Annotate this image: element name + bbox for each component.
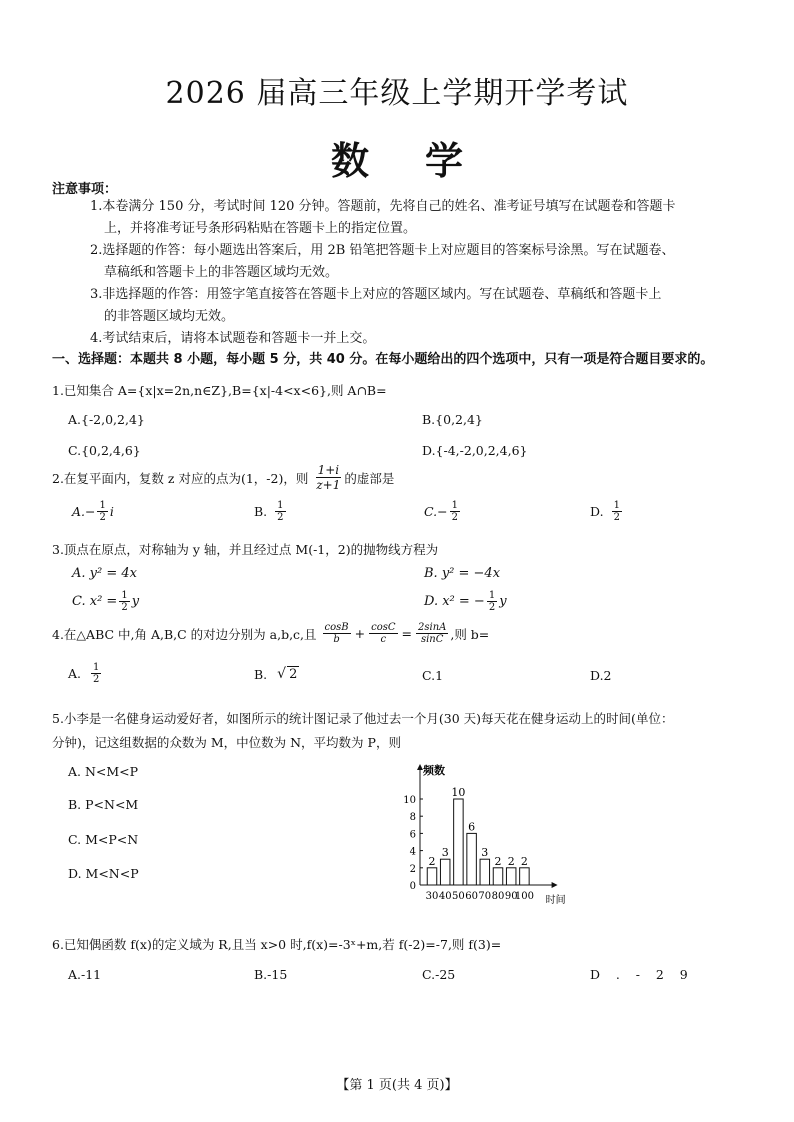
q2-b-label: B. <box>254 504 268 519</box>
notice-item-4: 4.考试结束后，请将本试题卷和答题卡一并上交。 <box>90 331 376 346</box>
exam-title: 2026 届高三年级上学期开学考试 <box>165 76 629 111</box>
q4-a-frac <box>91 662 101 685</box>
q4-option-b <box>254 666 299 682</box>
q2-a-suffix: i <box>109 504 114 519</box>
q1-option-d: D.{-4,-2,0,2,4,6} <box>422 443 528 458</box>
q2-fraction-den: z+1 <box>316 478 341 492</box>
y-tick-label: 10 <box>403 795 416 806</box>
q2-b-frac <box>275 500 285 523</box>
section-heading: 一、选择题：本题共 8 小题，每小题 5 分，共 40 分。在每小题给出的四个选项中，只有一项是符合题目要求的。 <box>52 352 714 367</box>
notice-item-1-line-2: 上，并将准考证号条形码粘贴在答题卡上的指定位置。 <box>104 221 417 236</box>
q2-c-frac <box>450 500 460 523</box>
q2-a-frac-num: 1 <box>99 500 106 511</box>
q4-stem-pre: 4.在△ABC 中,角 A,B,C 的对边分别为 a,b,c,且 <box>52 626 317 642</box>
q4-frac-2 <box>369 622 397 645</box>
y-axis-label: 频数 <box>423 764 445 777</box>
q2-c-frac-num: 1 <box>451 500 458 511</box>
q1-option-b: B.{0,2,4} <box>422 412 483 427</box>
q2-a-label: A.− <box>72 504 96 519</box>
bar-data-label: 3 <box>441 846 449 860</box>
x-tick-label: 60 <box>465 891 478 902</box>
q3-d-post: y <box>499 594 507 609</box>
notice-item-3-line-1: 3.非选择题的作答：用签字笔直接答在答题卡上对应的答题区域内。写在试题卷、草稿纸和答题卡上 <box>90 287 662 302</box>
bar <box>454 799 464 885</box>
x-tick-label: 100 <box>514 891 534 902</box>
q2-b-frac-num: 1 <box>277 500 284 511</box>
q5-option-c: C. M<P<N <box>68 832 139 847</box>
q2-d-label: D. <box>590 504 604 519</box>
q2-option-c <box>424 500 462 523</box>
question-4-stem <box>52 622 489 645</box>
q2-d-frac <box>612 500 622 523</box>
q3-d-frac <box>487 590 497 613</box>
x-tick-label: 40 <box>438 891 452 902</box>
x-tick-label: 90 <box>504 891 518 902</box>
q4-b-label: B. <box>254 666 268 682</box>
bar-data-label: 10 <box>451 786 466 799</box>
q2-fraction <box>314 463 342 492</box>
x-tick-label: 80 <box>491 891 505 902</box>
bar-data-label: 2 <box>520 854 528 868</box>
page-footer: 【第 1 页(共 4 页)】 <box>336 1078 458 1093</box>
question-6-stem: 6.已知偶函数 f(x)的定义域为 R,且当 x>0 时,f(x)=-3ˣ+m,若 f(-2)=-7,则 f(3)= <box>52 937 502 952</box>
x-tick-label: 50 <box>452 891 465 902</box>
q2-c-label: C.− <box>424 504 448 519</box>
q2-d-frac-den: 2 <box>613 512 620 523</box>
bar <box>467 833 477 885</box>
q5-option-b: B. P<N<M <box>68 797 139 812</box>
q2-c-frac-den: 2 <box>451 512 458 523</box>
x-axis-label: 时间 <box>545 895 566 906</box>
sqrt-icon: √ <box>277 666 287 682</box>
bar <box>520 868 530 885</box>
bar-data-label: 2 <box>428 854 436 868</box>
notice-item-2-line-1: 2.选择题的作答：每小题选出答案后，用 2B 铅笔把答题卡上对应题目的答案标号涂黑。写在试题卷、 <box>90 243 675 258</box>
q5-option-d: D. M<N<P <box>68 866 139 881</box>
q6-option-c: C.-25 <box>422 967 456 982</box>
q5-option-a: A. N<M<P <box>68 764 139 779</box>
q3-c-frac-den: 2 <box>121 602 128 613</box>
q4-frac-3 <box>416 622 448 645</box>
q2-option-a <box>72 500 114 523</box>
y-tick-label: 6 <box>409 829 416 841</box>
q2-stem-pre: 2.在复平面内，复数 z 对应的点为(1，-2)，则 <box>52 470 309 486</box>
question-1-stem: 1.已知集合 A={x|x=2n,n∈Z},B={x|-4<x<6},则 A∩B= <box>52 383 387 398</box>
q2-d-frac-num: 1 <box>613 500 620 511</box>
y-tick-label: 8 <box>409 812 416 824</box>
x-tick-label: 70 <box>478 891 492 902</box>
subject-char-2: 学 <box>425 139 464 183</box>
q3-d-pre: D. x² = − <box>424 594 485 609</box>
q4-stem-post: ,则 b= <box>450 626 490 642</box>
q1-option-c: C.{0,2,4,6} <box>68 443 141 458</box>
q3-c-post: y <box>131 594 140 609</box>
q2-option-b <box>254 500 288 523</box>
q4-option-a <box>68 662 103 685</box>
bar <box>493 868 503 885</box>
subject-title <box>0 130 794 185</box>
bar-data-label: 2 <box>507 854 515 868</box>
q2-a-frac <box>97 500 107 523</box>
q4-frac-2-num: cosC <box>371 622 396 633</box>
question-2-stem <box>52 463 394 492</box>
q6-option-b: B.-15 <box>254 967 288 982</box>
q3-option-d <box>424 590 507 613</box>
q2-b-frac-den: 2 <box>277 512 284 523</box>
y-tick-label: 0 <box>409 881 416 892</box>
q4-option-d: D.2 <box>590 668 612 683</box>
q3-c-frac <box>119 590 129 613</box>
q4-eq: = <box>401 626 412 641</box>
q4-a-frac-den: 2 <box>93 674 100 685</box>
notice-item-1-line-1: 1.本卷满分 150 分，考试时间 120 分钟。答题前，先将自己的姓名、准考证号填写在试题卷和答题卡 <box>90 199 676 214</box>
x-axis-arrow-icon <box>552 882 558 888</box>
bar <box>440 859 450 885</box>
q4-plus: + <box>354 626 366 641</box>
subject-char-1: 数 <box>330 139 369 183</box>
question-3-stem: 3.顶点在原点，对称轴为 y 轴，并且经过点 M(-1，2)的抛物线方程为 <box>52 542 439 557</box>
bar <box>506 868 516 885</box>
q4-option-c: C.1 <box>422 668 444 683</box>
notice-item-2-line-2: 草稿纸和答题卡上的非答题区域均无效。 <box>104 265 339 280</box>
q3-c-pre: C. x² = <box>72 594 118 609</box>
y-tick-label: 4 <box>409 846 416 858</box>
x-tick-label: 30 <box>425 891 439 902</box>
notice-item-3-line-2: 的非答题区域均无效。 <box>104 309 235 324</box>
q4-frac-3-den: sinC <box>420 634 444 645</box>
q3-c-frac-num: 1 <box>121 590 128 601</box>
q6-option-d: D . - 2 9 <box>590 967 688 982</box>
q4-frac-3-num: 2sinA <box>418 622 447 633</box>
bar-data-label: 6 <box>468 820 476 834</box>
bar <box>427 868 437 885</box>
question-5-line-1: 5.小李是一名健身运动爱好者，如图所示的统计图记录了他过去一个月(30 天)每天花在健身运动上的时间(单位： <box>52 711 674 726</box>
q3-option-a: A. y² = 4x <box>72 566 137 581</box>
q4-frac-1 <box>323 622 351 645</box>
q4-frac-2-den: c <box>380 634 387 645</box>
frequency-bar-chart <box>396 756 586 906</box>
q3-option-c <box>72 590 139 613</box>
bar <box>480 859 490 885</box>
q2-fraction-num: 1+i <box>317 463 340 477</box>
bar-data-label: 2 <box>494 854 502 868</box>
q4-a-label: A. <box>68 666 82 681</box>
q1-option-a: A.{-2,0,2,4} <box>68 412 145 427</box>
q3-d-frac-den: 2 <box>488 602 496 613</box>
q3-option-b: B. y² = −4x <box>424 566 501 581</box>
bar-data-label: 3 <box>481 846 489 860</box>
q3-d-frac-num: 1 <box>488 590 496 601</box>
q4-a-frac-num: 1 <box>93 662 100 673</box>
q2-option-d <box>590 500 624 523</box>
q4-frac-1-num: cosB <box>324 622 349 633</box>
q2-a-frac-den: 2 <box>99 512 106 523</box>
q2-stem-post: 的虚部是 <box>344 470 395 486</box>
q4-frac-1-den: b <box>333 634 340 645</box>
q4-b-value: 2 <box>289 667 298 682</box>
y-tick-label: 2 <box>409 863 416 875</box>
question-5-line-2: 分钟)，记这组数据的众数为 M，中位数为 N，平均数为 P，则 <box>52 735 401 750</box>
q6-option-a: A.-11 <box>68 967 102 982</box>
notice-heading: 注意事项： <box>52 182 118 197</box>
